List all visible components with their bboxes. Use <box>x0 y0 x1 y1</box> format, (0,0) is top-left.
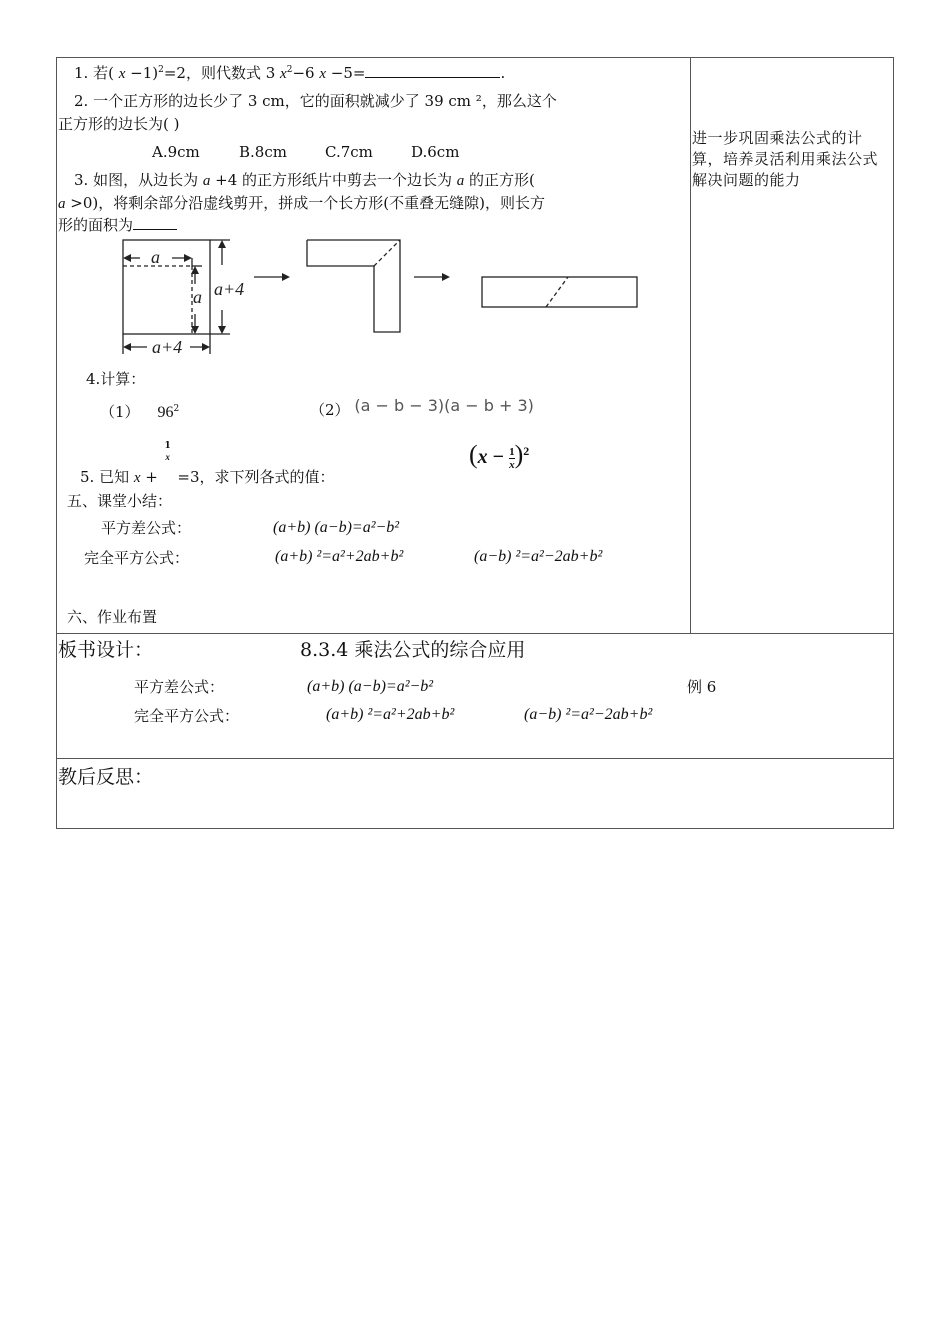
question-2-line1: 2. 一个正方形的边长少了 3 cm，它的面积就减少了 39 cm ²，那么这个 <box>74 92 557 110</box>
figure-label-a4-side: a+4 <box>214 279 245 299</box>
question-4-title: 4.计算： <box>86 370 146 388</box>
question-2-option-a: A.9cm <box>152 143 200 161</box>
board-perfect-formula-1: (a+b) ²=a²+2ab+b² <box>326 706 455 723</box>
figure-label-a4-bottom: a+4 <box>152 337 183 357</box>
reflection-label: 教后反思： <box>58 766 154 788</box>
board-perfect-formula-2: (a−b) ²=a²−2ab+b² <box>524 706 653 723</box>
question-5: 5. 已知 x + 1 x =3，求下列各式的值： <box>80 441 335 486</box>
answer-blank <box>365 63 500 78</box>
question-2-line2: 正方形的边长为( ) <box>58 115 180 133</box>
summary-diff-formula: (a+b) (a−b)=a²−b² <box>273 519 400 536</box>
question-2-option-d: D.6cm <box>411 143 460 161</box>
summary-diff-label: 平方差公式： <box>101 519 192 537</box>
row-divider-reflection <box>56 758 894 759</box>
summary-perfect-formula-1: (a+b) ²=a²+2ab+b² <box>275 548 404 565</box>
fraction-one-over-x: 1 x <box>164 441 171 462</box>
paper-cutting-figure <box>100 232 660 357</box>
board-design-label: 板书设计： <box>58 639 154 661</box>
board-perfect-label: 完全平方公式： <box>134 707 240 725</box>
figure-label-a-side: a <box>193 287 202 307</box>
column-divider <box>690 57 691 633</box>
summary-perfect-label: 完全平方公式： <box>84 549 190 567</box>
question-3-line2: a >0)，将剩余部分沿虚线剪开，拼成一个长方形(不重叠无缝隙)，则长方 <box>58 194 545 212</box>
summary-perfect-formula-2: (a−b) ²=a²−2ab+b² <box>474 548 603 565</box>
row-divider-board <box>56 633 894 634</box>
question-2-option-c: C.7cm <box>325 143 373 161</box>
question-5-expression: (x − $\frac{1}{x}$ )$^2$ <box>469 440 530 471</box>
board-example: 例 6 <box>687 678 717 696</box>
question-4-part1: （1） $96^2$ <box>100 403 180 421</box>
board-diff-label: 平方差公式： <box>134 678 225 696</box>
question-2-option-b: B.8cm <box>239 143 287 161</box>
figure-label-a-top: a <box>151 247 160 267</box>
question-1: 1. 若( x −1)$^2$=2，则代数式 3 $x^2-6$ x −5= . <box>74 64 506 82</box>
summary-title: 五、课堂小结： <box>67 492 173 510</box>
question-3-line3: 形的面积为 <box>58 215 177 235</box>
board-diff-formula: (a+b) (a−b)=a²−b² <box>307 678 434 695</box>
teaching-goal-note: 进一步巩固乘法公式的计算，培养灵活利用乘法公式解决问题的能力 <box>692 129 879 189</box>
question-4-part2: （2） (a − b − 3)(a − b + 3) <box>310 396 534 419</box>
homework-title: 六、作业布置 <box>67 608 158 626</box>
board-design-title: 8.3.4 乘法公式的综合应用 <box>300 639 526 661</box>
question-3-line1: 3. 如图，从边长为 a +4 的正方形纸片中剪去一个边长为 a 的正方形( <box>74 171 535 189</box>
answer-blank <box>133 215 177 230</box>
